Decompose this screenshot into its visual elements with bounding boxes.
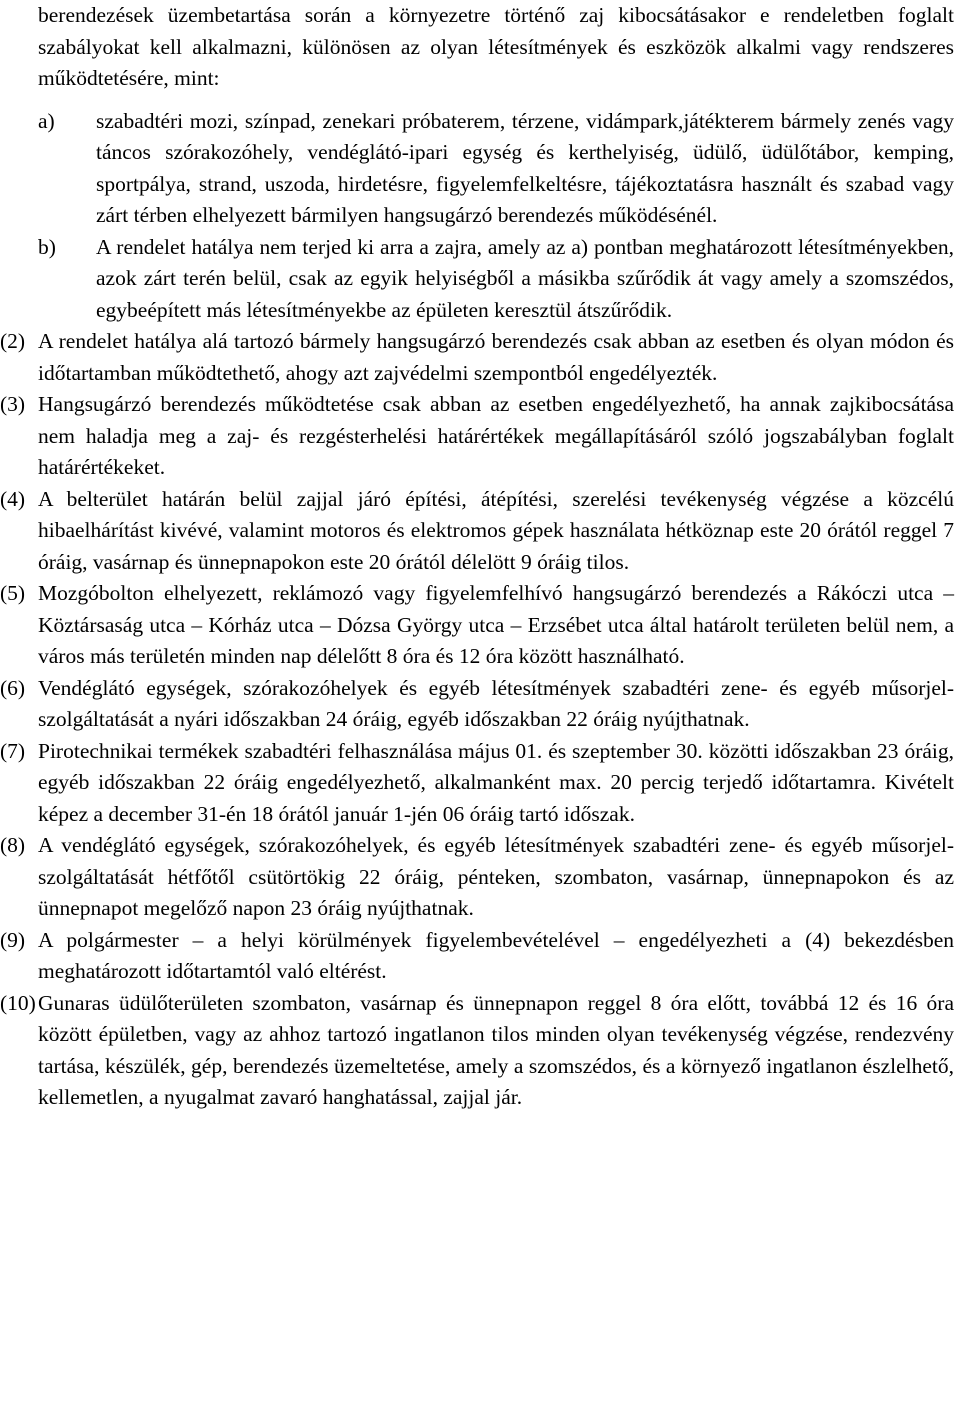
intro-paragraph: berendezések üzembetartása során a környezetre történő zaj kibocsátásakor e rendeletben foglalt szabályokat kell alkalmazni, különösen az olyan létesítmények és eszközök alkalmi vagy rendszeres működtetésére, mint: [38,3,954,90]
paragraph-9 [0,925,954,988]
subitem-a [38,106,954,232]
subitem-label: b) [38,234,56,259]
paragraph-8 [0,830,954,925]
paragraph-text: A rendelet hatálya alá tartozó bármely hangsugárzó berendezés csak abban az esetben és olyan módon és időtartamban működtethető, ahogy azt zajvédelmi szempontból engedélyezték. [38,329,954,385]
paragraph-3 [0,389,954,484]
paragraph-number: (7) [0,738,26,763]
paragraph-number: (3) [0,392,26,416]
paragraph-text: Pirotechnikai termékek szabadtéri felhasználása május 01. és szeptember 30. közötti időszakban 23 óráig, egyéb időszakban 22 óráig engedélyezhető, alkalmanként max. 20 percig terjedő időtartamra. Kivételt képez a december 31-én 18 órától január 1-jén 06 óráig tartó időszak. [38,738,954,826]
paragraph-number: (2) [0,329,26,353]
paragraph-text: Gunaras üdülőterületen szombaton, vasárnap és ünnepnapon reggel 8 óra előtt, továbbá 12 és 16 óra között épületben, vagy az ahhoz tartozó ingatlanon tilos minden olyan tevékenység végzése, rendezvény tartása, készülék, gép, berendezés üzemeltetése, amely a szomszédos, és a környező ingatlanon észlelhető, kellemetlen, a nyugalmat zavaró hanghatással, zajjal jár. [38,990,954,1109]
paragraph-7 [0,736,954,831]
paragraph-text: A vendéglátó egységek, szórakozóhelyek, és egyéb létesítmények szabadtéri zene- és egyéb műsorjel-szolgáltatását hétfőtől csütörtökig 22 óráig, pénteken, szombaton, vasárnap, ünnepnapokon és az ünnepnapot megelőző napon 23 óráig nyújthatnak. [38,833,954,920]
paragraph-number: (8) [0,833,26,857]
paragraph-text: Hangsugárzó berendezés működtetése csak abban az esetben engedélyezhető, ha annak zajkibocsátása nem haladja meg a zaj- és rezgésterhelési határértékek megállapításáról szóló jogszabályban foglalt határértékeket. [38,392,954,479]
paragraph-2 [0,326,954,389]
paragraph-number: (6) [0,675,26,700]
subitem-text: A rendelet hatálya nem terjed ki arra a zajra, amely az a) pontban meghatározott létesítményekben, azok zárt terén belül, csak az egyik helyiségből a másikba szűrődik át vagy amely a szomszédos, egybeépített más létesítményekbe az épületen keresztül átszűrődik. [96,234,954,322]
subitem-b [38,232,954,327]
paragraph-text: Vendéglátó egységek, szórakozóhelyek és egyéb létesítmények szabadtéri zene- és egyéb műsorjel-szolgáltatását a nyári időszakban 24 óráig, egyéb időszakban 22 óráig nyújthatnak. [38,675,954,731]
paragraph-6 [0,673,954,736]
paragraph-4 [0,484,954,579]
paragraph-number: (5) [0,581,26,605]
subitem-text: szabadtéri mozi, színpad, zenekari próbaterem, térzene, vidámpark,játékterem bármely zenés vagy táncos szórakozóhely, vendéglátó-ipari egység és kerthelyiség, üdülő, üdülőtábor, kemping, sportpálya, strand, uszoda, hirdetésre, figyelemfelkeltésre, tájékoztatásra használt és szabad vagy zárt térben elhelyezett bármilyen hangsugárzó berendezés működésénél. [96,108,954,227]
paragraph-text: A polgármester – a helyi körülmények figyelembevételével – engedélyezheti a (4) bekezdésben meghatározott időtartamtól való eltérést. [38,927,954,983]
paragraph-10 [0,988,954,1114]
paragraph-5 [0,578,954,673]
subitem-label: a) [38,108,55,133]
paragraph-text: Mozgóbolton elhelyezett, reklámozó vagy figyelemfelhívó hangsugárzó berendezés a Rákóczi utca – Köztársaság utca – Kórház utca – Dózsa György utca – Erzsébet utca által határolt területen belül nem, a város más területén minden nap délelőtt 8 óra és 12 óra között használható. [38,581,954,668]
paragraph-number: (9) [0,927,26,952]
paragraph-number: (10) [0,990,36,1015]
paragraph-number: (4) [0,486,26,511]
paragraph-text: A belterület határán belül zajjal járó építési, átépítési, szerelési tevékenység végzése a közcélú hibaelhárítást kivévé, valamint motoros és elektromos gépek használata hétköznap este 20 órától reggel 7 óráig, vasárnap és ünnepnapokon este 20 órától délelött 9 óráig tilos. [38,486,954,574]
